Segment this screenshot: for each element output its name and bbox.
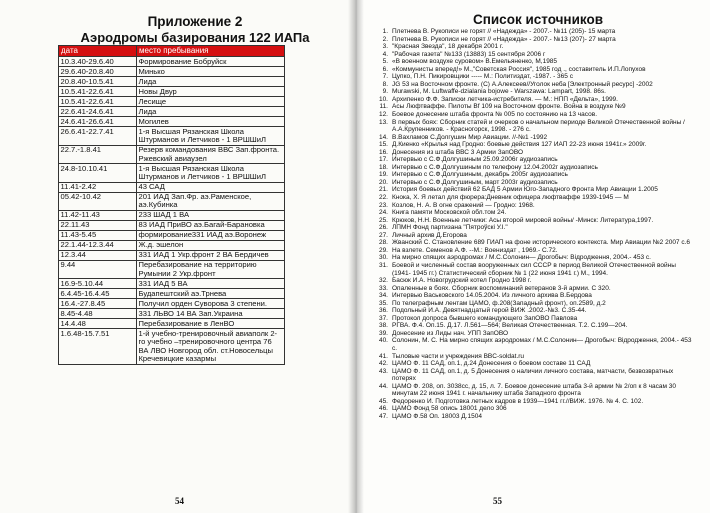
list-item (355, 307, 695, 315)
source-number: 30. (378, 254, 388, 262)
list-item (355, 405, 695, 413)
table-row (59, 299, 285, 309)
date-cell: 22.6.41-24.6.41 (59, 107, 137, 117)
source-text: Солонин, М. С. На мирно спящих аэродромах / М.С.Солонин— Дрогобыч: Відродження, 2004.- 453 с. (392, 337, 692, 352)
source-text: Книга памяти Московской обл.том 24. (392, 209, 507, 217)
source-text: ЦАМО Ф. 208, оп. 3038сс, д. 15, л. 7. Боевое донесение штаба 3-й армии № 2/оп к 8 часам 30 минутам 22 июня 1941 г. начальнику штаба Западного фронта (392, 382, 676, 398)
location-cell: 201 ИАД Зап.Фр. аэ.Раменское, аэ.Кубинка (137, 192, 285, 210)
source-number: 22. (378, 194, 388, 202)
table-row (59, 192, 285, 210)
location-cell: 1-й учебно-тренировочный авиаполк 2-го учебно –тренировочного центра 76 ВА ЛВО Новгород обл. ст.Новосельцы Кречевицкие казармы (137, 329, 285, 364)
date-cell: 16.4.-27.8.45 (59, 299, 137, 309)
header-location: место пребывания (137, 46, 285, 57)
source-number: 41. (378, 352, 388, 360)
list-item (355, 28, 695, 36)
sources-title: Список источников (472, 12, 604, 27)
list-item (355, 209, 695, 217)
source-number: 4. (382, 50, 388, 58)
source-text: На мирно спящих аэродромах / М.С.Солонин— Дрогобыч: Відродження, 2004.- 453 с. (392, 254, 651, 262)
date-cell: 14.4.48 (59, 319, 137, 329)
location-cell: 331 ИАД 5 ВА (137, 279, 285, 289)
table-header-row (59, 46, 285, 57)
source-number: 13. (378, 118, 388, 126)
source-number: 1. (382, 28, 388, 35)
list-item (355, 103, 695, 111)
location-cell: Перебазирование в ЛенВО (137, 319, 285, 329)
location-cell: 1-я Высшая Рязанская Школа Штурманов и Летчиков - 1 ВРШШиЛ (137, 164, 285, 182)
source-text: Боевой и численный состав вооруженных сил СССР в период Великой Отечественной войны (1941- 1945 гг.) Статистический сборник № 1 (22 июня 1941 г.) М., 1994. (392, 261, 676, 277)
source-number: 6. (382, 65, 388, 73)
list-item (355, 315, 695, 323)
list-item (355, 58, 695, 66)
source-number: 43. (378, 367, 388, 375)
list-item (355, 202, 695, 210)
source-number: 39. (378, 329, 388, 337)
source-text: Интервью с С.Ф.Долгушиным 25.09.2006г аудиозапись (392, 156, 558, 164)
source-number: 44. (378, 382, 388, 390)
location-cell: Ж.д. эшелон (137, 241, 285, 251)
location-cell: Лесище (137, 97, 285, 107)
list-item (355, 262, 695, 277)
list-item (355, 111, 695, 119)
location-cell: Получил орден Суворова 3 степени. (137, 299, 285, 309)
date-cell: 8.45-4.48 (59, 309, 137, 319)
list-item (355, 171, 695, 179)
source-text: Интервью Васьковского 14.05.2004. Из личного архива В.Бердова (392, 292, 592, 300)
source-number: 24. (378, 209, 388, 217)
source-number: 38. (378, 322, 388, 330)
source-text: "Рабочая газета" №133 (13883) 15 сентября 2006 г (392, 50, 546, 58)
source-text: ЦАМО Фонд 58 опись 18001 дело 306 (392, 405, 507, 413)
source-text: Подольный И.А. Девятнадцатый герой ВИЖ .2002.-№3. С.35-44. (392, 307, 587, 315)
list-item (355, 119, 695, 134)
source-text: Донесение из Лиды нач. УПП ЗапОВО (392, 329, 509, 337)
source-text: Федоренко И. Подготовка летных кадров в 1939—1941 гг.//ВИЖ. 1976. № 4. С. 102. (392, 397, 644, 405)
list-item (355, 254, 695, 262)
location-cell: Лида (137, 77, 285, 87)
list-item (355, 224, 695, 232)
source-number: 2. (382, 35, 388, 43)
source-number: 8. (382, 80, 388, 88)
table-row (59, 107, 285, 117)
list-item (355, 383, 695, 398)
sources-list (355, 28, 695, 420)
table-row (59, 164, 285, 182)
list-item (355, 51, 695, 59)
source-text: Опаленные в боях. Сборник воспоминаний ветеранов 3-й армии. С 320. (392, 284, 611, 292)
source-text: Плетнева В. Рукописи не горят // «Надежда» - 2007.- №13 (207)- 27 марта (392, 35, 616, 43)
list-item (355, 398, 695, 406)
date-cell: 10.5.41-22.6.41 (59, 87, 137, 97)
airfields-table (58, 45, 285, 365)
list-item (355, 36, 695, 44)
date-cell: 29.6.40-20.8.40 (59, 67, 137, 77)
source-number: 16. (378, 148, 388, 156)
date-cell: 1.6.48-15.7.51 (59, 329, 137, 364)
source-number: 37. (378, 314, 388, 322)
location-cell: 43 САД (137, 182, 285, 192)
date-cell: 05.42-10.42 (59, 192, 137, 210)
appendix-title: Приложение 2 (147, 14, 243, 29)
airfields-table-body (59, 57, 285, 364)
source-text: Д.Киенко «Крылья над Гродно: боевые действия 127 ИАП 22-23 июня 1941г.» 2009г. (392, 141, 647, 149)
list-item (355, 360, 695, 368)
source-text: Кнока, Х. Я летал для фюрера:Дневник офицера люфтваффе 1939-1945 — М (392, 194, 629, 202)
list-item (355, 88, 695, 96)
location-cell: 83 ИАД ПриВО аэ.Багай-Барановка (137, 221, 285, 231)
date-cell: 22.11.43 (59, 221, 137, 231)
location-cell: Могилев (137, 117, 285, 127)
date-cell: 26.6.41-22.7.41 (59, 127, 137, 145)
date-cell: 24.6.41-26.6.41 (59, 117, 137, 127)
date-cell: 22.1.44-12.3.44 (59, 241, 137, 251)
source-text: Жванский С. Становление 689 ГИАП на фоне исторического контекста. Мир Авиации №2 2007 с.6 (392, 239, 691, 247)
list-item (355, 413, 695, 421)
source-text: По телеграфным лентам ЦАМО, ф.208(Западный фронт), оп.2589, д.2 (392, 299, 606, 307)
date-cell: 24.8-10.10.41 (59, 164, 137, 182)
table-row (59, 57, 285, 67)
source-text: В.Вахламов С.Долгушин Мир Авиации. //-№1 -1992 (392, 133, 548, 141)
source-text: Козлов, Н. А. В огне сражений — Гродно: 1968. (392, 201, 535, 209)
table-row (59, 145, 285, 163)
list-item (355, 337, 695, 352)
list-item (355, 141, 695, 149)
table-row (59, 127, 285, 145)
source-number: 28. (378, 239, 388, 247)
list-item (355, 186, 695, 194)
source-number: 47. (378, 412, 388, 420)
location-cell: формирование331 ИАД аэ.Воронеж (137, 231, 285, 241)
appendix-subtitle: Аэродромы базирования 122 ИАПа (80, 30, 310, 45)
source-number: 32. (378, 277, 388, 285)
location-cell: 1-я Высшая Рязанская Школа Штурманов и Летчиков - 1 ВРШШиЛ (137, 127, 285, 145)
list-item (355, 43, 695, 51)
location-cell: 233 ШАД 1 ВА (137, 211, 285, 221)
source-text: Murawski, M. Luftwaffe-dzialania bojowe - Warszawa: Lampart, 1998. 86s. (392, 88, 606, 96)
source-text: Асы Люфтваффе. Пилоты Bf 109 на Восточном фронте. Война в воздухе №9 (392, 103, 626, 111)
list-item (355, 322, 695, 330)
date-cell: 11.42-11.43 (59, 211, 137, 221)
header-date: дата (59, 46, 137, 57)
date-cell: 6.4.45-16.4.45 (59, 289, 137, 299)
book-gutter-shadow (348, 0, 364, 513)
table-row (59, 117, 285, 127)
source-text: Тыловые части и учреждения BBC-soldat.ru (392, 352, 525, 360)
date-cell: 10.5.41-22.6.41 (59, 97, 137, 107)
location-cell: Минько (137, 67, 285, 77)
source-number: 11. (379, 103, 388, 111)
source-number: 46. (378, 405, 388, 413)
date-cell: 11.41-2.42 (59, 182, 137, 192)
source-text: Протокол допроса бывшего командующего ЗапОВО Павлова (392, 314, 578, 322)
source-text: ЦАМО Ф. 11 САД, оп.1, д.24 Донесения о боевом составе 11 САД (392, 360, 591, 368)
source-number: 21. (378, 186, 388, 194)
source-number: 15. (378, 141, 388, 149)
list-item (355, 292, 695, 300)
source-text: Плетнева В. Рукописи не горят // «Надежда» - 2007.- №11 (205)- 15 марта (392, 28, 616, 35)
list-item (355, 285, 695, 293)
source-number: 17. (378, 156, 388, 164)
table-row (59, 77, 285, 87)
location-cell: 331 ЛЬВО 14 ВА Зап.Украина (137, 309, 285, 319)
table-row (59, 251, 285, 261)
location-cell: Лида (137, 107, 285, 117)
location-cell: Будапештский аэ.Трнева (137, 289, 285, 299)
date-cell: 22.7.-1.8.41 (59, 145, 137, 163)
source-number: 10. (378, 95, 388, 103)
source-number: 12. (378, 111, 388, 119)
page-number-left: 54 (175, 496, 184, 506)
list-item (355, 194, 695, 202)
list-item (355, 156, 695, 164)
source-number: 18. (378, 163, 388, 171)
source-number: 33. (378, 284, 388, 292)
source-number: 20. (378, 178, 388, 186)
location-cell: Формирование Бобруйск (137, 57, 285, 67)
table-row (59, 279, 285, 289)
source-text: Донесения из штаба ВВС 3 Армии ЗапОВО (392, 148, 524, 156)
date-cell: 20.8.40-10.5.41 (59, 77, 137, 87)
location-cell: 331 ИАД 1 Укр.фронт 2 ВА Бердичев (137, 251, 285, 261)
source-number: 31. (378, 261, 388, 269)
table-row (59, 221, 285, 231)
source-number: 27. (378, 231, 388, 239)
list-item (355, 239, 695, 247)
source-text: В первых боях: Сборник статей и очерков о начальном периоде Великой Отечественной войны / А.А.Крупенников. - Красногорск, 1998. - 276 с. (392, 118, 685, 134)
table-row (59, 329, 285, 364)
table-row (59, 182, 285, 192)
table-row (59, 241, 285, 251)
source-number: 23. (378, 201, 388, 209)
source-text: Личный архив Д.Егорова (392, 231, 467, 239)
source-number: 35. (378, 299, 388, 307)
table-row (59, 87, 285, 97)
location-cell: Перебазирование на территорию Румынии 2 Укр.фронт (137, 261, 285, 279)
source-text: Басюк И.А. Новогрудский котел Гродно 1998 г. (392, 277, 532, 285)
source-number: 26. (378, 224, 388, 232)
source-number: 42. (378, 360, 388, 368)
list-item (355, 277, 695, 285)
source-number: 40. (378, 337, 388, 345)
date-cell: 10.3.40-29.6.40 (59, 57, 137, 67)
source-text: JG 53 на Восточном фронте. (С) А.Алексеев//Уголок неба [Электронный ресурс] -2002 (392, 80, 653, 88)
source-text: ЦАМО Ф. 11 САД, оп.1, д. 5 Донесения о наличии личного состава, матчасти, безвозвратных потерях (392, 367, 674, 383)
list-item (355, 81, 695, 89)
location-cell: Новы Двур (137, 87, 285, 97)
date-cell: 16.9-5.10.44 (59, 279, 137, 289)
source-number: 36. (378, 307, 388, 315)
source-text: Крюков, Н.Н. Военные летчики: Асы второй мировой войны/ -Минск: Литература,1997. (392, 216, 654, 224)
table-row (59, 211, 285, 221)
page-number-right: 55 (493, 496, 502, 506)
source-number: 5. (382, 58, 388, 66)
source-text: РГВА. Ф.4. Оп.15. Д.17. Л.561—564; Великая Отечественная. Т.2. С.199—204. (392, 322, 628, 330)
source-number: 25. (378, 216, 388, 224)
source-number: 45. (378, 397, 388, 405)
source-text: Архипенко Ф.Ф. Записки летчика-истребителя. — М.: НПП «Дельта», 1999. (392, 95, 618, 103)
date-cell: 11.43-5.45 (59, 231, 137, 241)
source-text: На взлете. Семенов А.Ф. --М.: Воениздат , 1969.- С.72. (392, 246, 558, 254)
source-number: 34. (378, 292, 388, 300)
source-text: Интервью с С.Ф.Долгушиным по телефону 12.04.2002г аудиозапись (392, 163, 598, 171)
source-number: 9. (382, 88, 388, 96)
list-item (355, 353, 695, 361)
source-text: "Красная Звезда", 18 декабря 2001 г. (392, 43, 504, 51)
list-item (355, 368, 695, 383)
source-text: «В военном воздухе суровом» В.Емельяненко, М,1985 (392, 58, 558, 66)
source-text: История боевых действий 62 БАД 5 Армии Юго-Западного Фронта Мир Авиации 1.2005 (392, 186, 658, 194)
list-item (355, 149, 695, 157)
table-row (59, 67, 285, 77)
source-text: «Коммунисты вперед!» М.,"Советская Россия", 1985 год ., составитель И.П.Лопухов (392, 65, 646, 73)
date-cell: 12.3.44 (59, 251, 137, 261)
table-row (59, 309, 285, 319)
source-number: 3. (382, 43, 388, 51)
source-text: Интервью с С.Ф.Долгушиным, март 2003г аудиозапись (392, 178, 558, 186)
source-text: ЦАМО Ф.58 Оп. 18003 Д.1504 (392, 412, 482, 420)
source-number: 19. (378, 171, 388, 179)
date-cell: 9.44 (59, 261, 137, 279)
table-row (59, 231, 285, 241)
source-number: 29. (378, 246, 388, 254)
source-text: Боевое донесение штаба фронта № 005 по состоянию на 13 часов. (392, 111, 597, 119)
table-row (59, 289, 285, 299)
table-row (59, 97, 285, 107)
source-text: Цупко, П.Н. Пикировщики ----- М.: Политиздат, -1987. - 365 с (392, 73, 573, 81)
list-item (355, 73, 695, 81)
source-text: Интервью с С.Ф.Долгушиным, декабрь 2005г аудиозапись (392, 171, 568, 179)
location-cell: Резерв командования ВВС Зап.фронта. Ржевский авиаузел (137, 145, 285, 163)
source-number: 14. (378, 133, 388, 141)
source-number: 7. (382, 73, 388, 81)
source-text: ЛПМН Фонд партизана "Пятроўскі У.І." (392, 224, 508, 232)
table-row (59, 319, 285, 329)
list-item (355, 66, 695, 74)
right-page (355, 0, 710, 513)
table-row (59, 261, 285, 279)
